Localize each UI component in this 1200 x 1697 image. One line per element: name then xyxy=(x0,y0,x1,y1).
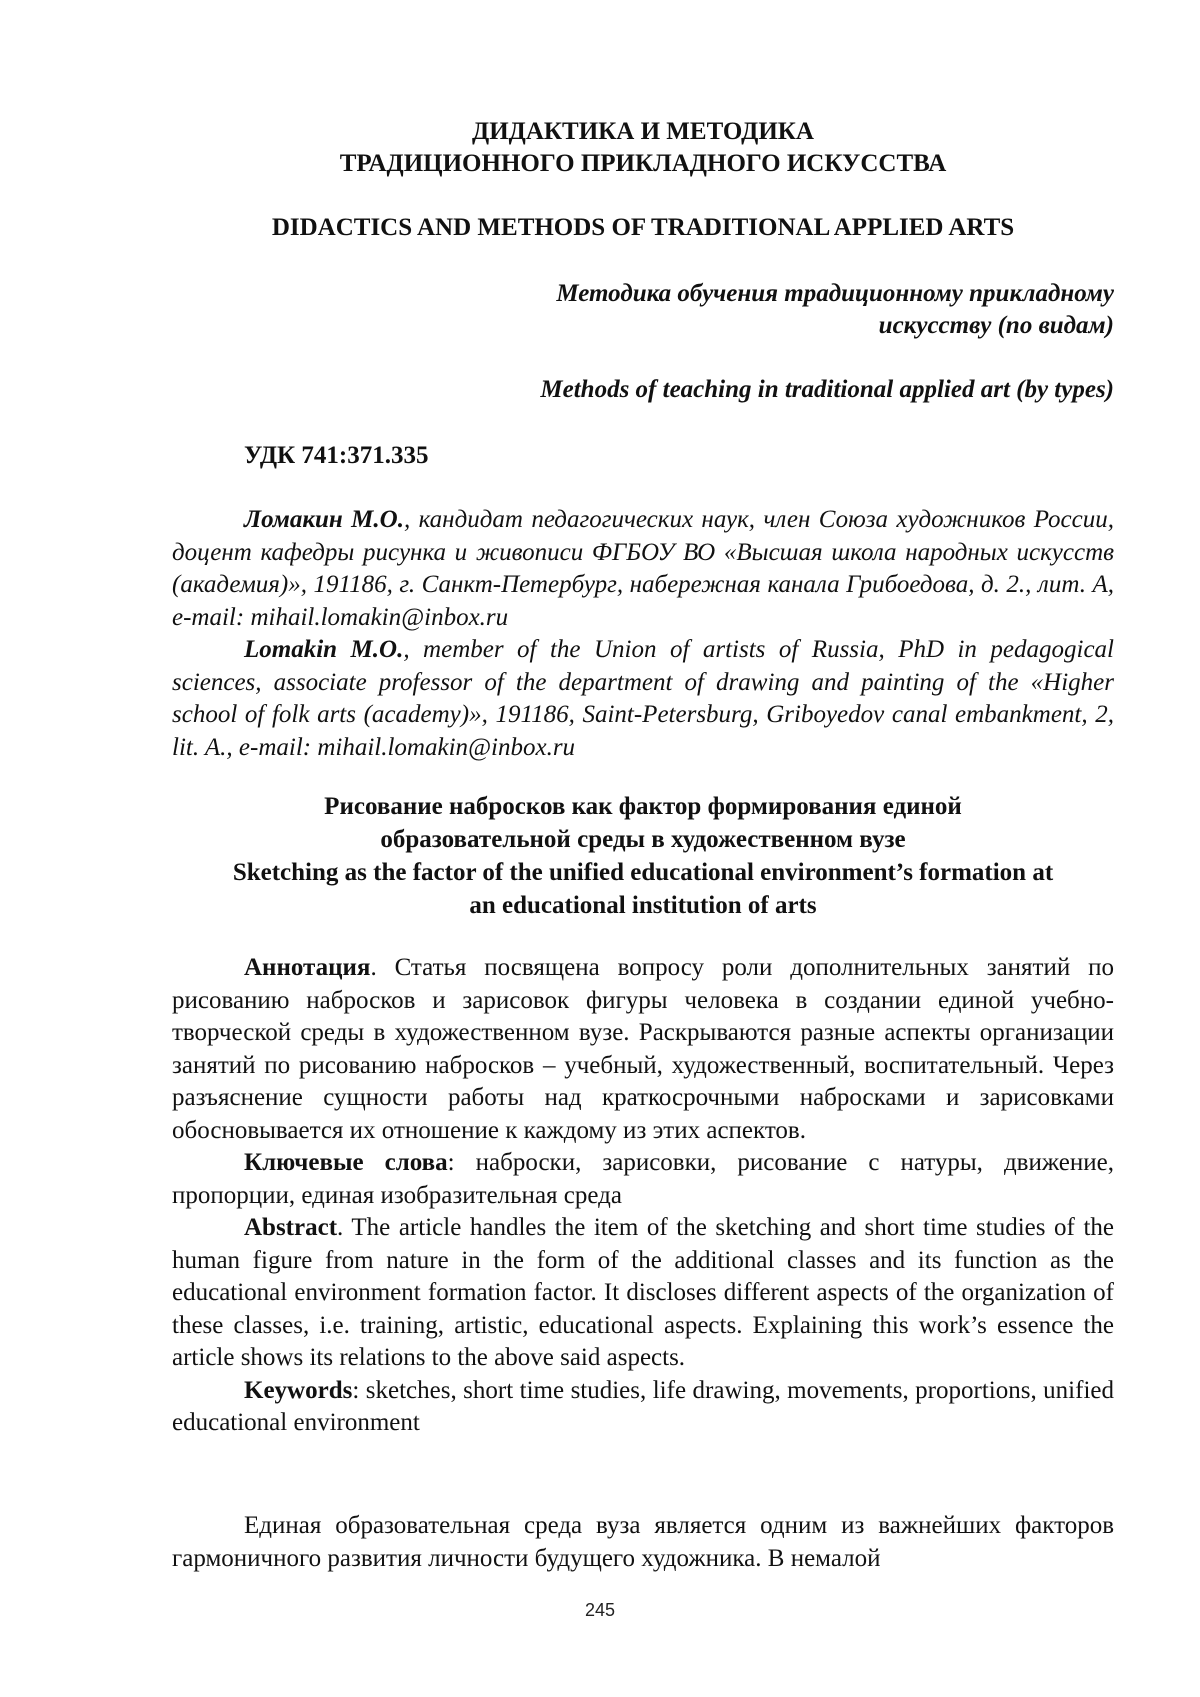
section-title-ru-line1: ДИДАКТИКА И МЕТОДИКА xyxy=(472,118,814,145)
abstract-ru xyxy=(172,952,1114,1147)
author-details-ru: , кандидат педагогических наук, член Союза художников России, доцент кафедры рисунка и живописи ФГБОУ ВО «Высшая школа народных искусств (академия)», 191186, г. Санкт-Петербург, набережная канала Грибоедова, д. 2., лит. А, e-mail: mihail.lomakin@inbox.ru xyxy=(172,506,1114,631)
keywords-ru-text: : наброски, зарисовки, рисование с натуры, движение, пропорции, единая изобразительная среда xyxy=(172,1149,1114,1209)
udk-code: УДК 741:371.335 xyxy=(244,442,429,469)
page-number: 245 xyxy=(584,1600,616,1620)
abstract-ru-label: Аннотация xyxy=(244,954,371,981)
author-details-en: , member of the Union of artists of Russia, PhD in pedagogical sciences, associate professor of the department of drawing and painting of the «Higher school of folk arts (academy)», 191186, Saint-Petersburg, Griboyedov canal embankment, 2, lit. A., e-mail: mihail.lomakin@inbox.ru xyxy=(172,636,1114,761)
article-title-ru-line1: Рисование набросков как фактор формирования единой xyxy=(324,793,962,820)
author-name-ru: Ломакин М.О. xyxy=(244,506,404,533)
abstract-en-text: . The article handles the item of the sketching and short time studies of the human figure from nature in the form of the additional classes and its function as the educational environment formation factor. It discloses different aspects of the organization of these classes, i.e. training, artistic, educational aspects. Explaining this work’s essence the article shows its relations to the above said aspects. xyxy=(172,1214,1114,1371)
keywords-ru-label: Ключевые слова xyxy=(244,1149,448,1176)
keywords-ru xyxy=(172,1147,1114,1212)
abstract-en xyxy=(172,1212,1114,1375)
article-title xyxy=(172,790,1114,922)
body-text xyxy=(172,1510,1114,1575)
keywords-en xyxy=(172,1375,1114,1440)
author-info-ru xyxy=(172,504,1114,634)
article-title-en-line1: Sketching as the factor of the unified educational environment’s formation at xyxy=(232,859,1054,886)
author-info-en xyxy=(172,634,1114,764)
section-title-ru xyxy=(172,116,1114,180)
abstract-section xyxy=(172,952,1114,1440)
article-title-ru-line2: образовательной среды в художественном вузе xyxy=(380,826,906,853)
specialty-ru-line1: Методика обучения традиционному прикладному xyxy=(556,280,1114,307)
abstract-en-label: Abstract xyxy=(244,1214,338,1241)
author-info xyxy=(172,504,1114,764)
specialty-ru xyxy=(414,278,1114,342)
keywords-en-label: Keywords xyxy=(244,1376,353,1404)
keywords-en-text: : sketches, short time studies, life drawing, movements, proportions, unified educational environment xyxy=(172,1376,1114,1436)
article-title-en-line2: an educational institution of arts xyxy=(469,892,817,919)
author-name-en: Lomakin M.O. xyxy=(244,636,404,663)
specialty-en: Methods of teaching in traditional applied art (by types) xyxy=(540,376,1114,403)
body-paragraph: Единая образовательная среда вуза является одним из важнейших факторов гармоничного развития личности будущего художника. В немалой xyxy=(172,1512,1114,1572)
section-title-ru-line2: ТРАДИЦИОННОГО ПРИКЛАДНОГО ИСКУССТВА xyxy=(339,150,947,177)
section-title-en: DIDACTICS AND METHODS OF TRADITIONAL APPLIED ARTS xyxy=(271,214,1015,241)
abstract-ru-text: . Статья посвящена вопросу роли дополнительных занятий по рисованию набросков и зарисовок фигуры человека в создании единой учебно-творческой среды в художественном вузе. Раскрываются разные аспекты организации занятий по рисованию набросков – учебный, художественный, воспитательный. Через разъяснение сущности работы над краткосрочными набросками и зарисовками обосновывается их отношение к каждому из этих аспектов. xyxy=(172,954,1114,1144)
specialty-ru-line2: искусству (по видам) xyxy=(878,312,1114,339)
